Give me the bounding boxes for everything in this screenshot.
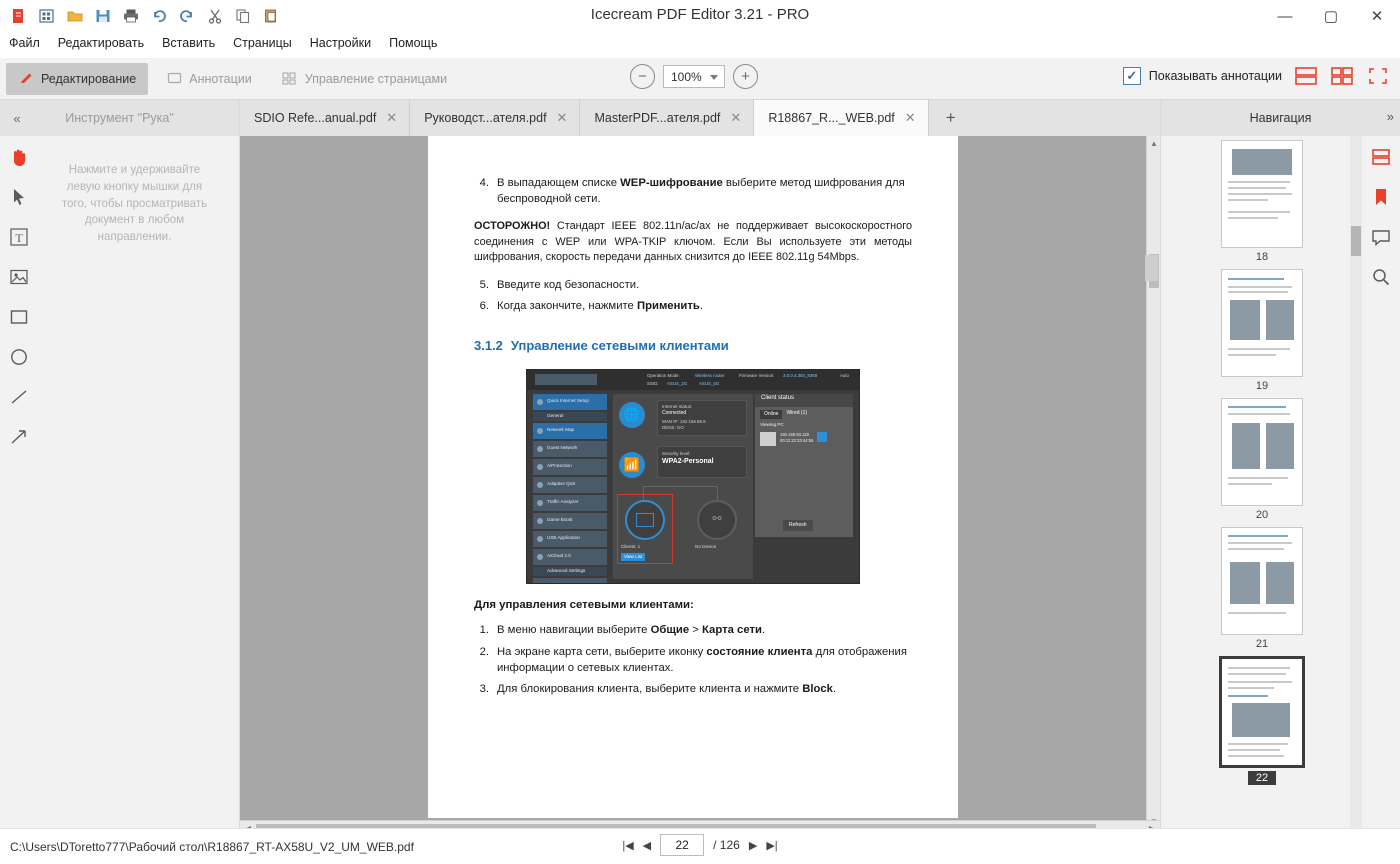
page-navigation <box>0 834 1400 856</box>
doc-step-2-text <box>497 645 912 676</box>
item6-pre: Когда закончите, нажмите <box>497 300 637 313</box>
thumbnail-item[interactable] <box>1221 140 1303 263</box>
doc-tab-2[interactable] <box>410 100 580 136</box>
doc-list-item-5-number: 5. <box>479 278 489 291</box>
thumbnail-number: 19 <box>1255 380 1269 392</box>
undo-icon[interactable] <box>146 3 172 29</box>
close-icon[interactable]: ✕ <box>556 110 568 125</box>
thumbnail-page <box>1221 269 1303 377</box>
new-document-icon[interactable] <box>6 3 32 29</box>
figure-client-ip: 192.168.50.119 <box>780 431 809 437</box>
figure-internet-status-label: Internet status: <box>662 403 693 409</box>
step3-bold: Block <box>802 683 833 696</box>
figure-menu-network-map: Network Map <box>533 423 607 439</box>
doc-list-item-6 <box>474 299 912 315</box>
figure-ssid-5g: ASUS_5G <box>699 380 720 386</box>
thumbnail-number-current: 22 <box>1248 771 1276 785</box>
doc-step-1 <box>474 623 912 639</box>
status-bar <box>0 828 1400 864</box>
item4-pre: В выпадающем списке <box>497 177 621 189</box>
zoom-level-value: 100% <box>671 69 702 84</box>
doc-warning-block <box>474 219 912 265</box>
doc-tab-1[interactable] <box>240 100 410 136</box>
show-annotations-toggle[interactable] <box>1123 67 1282 85</box>
paste-icon[interactable] <box>258 3 284 29</box>
step2-bold: состояние клиента <box>706 646 813 659</box>
item6-bold: Применить <box>636 300 700 313</box>
tab-editing[interactable] <box>6 63 148 95</box>
file-path-label: C:\Users\DToretto777\Рабочий стол\R18867_RT-AX58U_V2_UM_WEB.pdf <box>10 839 414 854</box>
figure-router-network-map <box>526 369 860 584</box>
figure-tab-wired: Wired (1) <box>786 409 808 416</box>
next-page-button[interactable]: ▶ <box>748 839 758 852</box>
page-position-marker <box>1145 255 1158 281</box>
page-thumbnail-list[interactable] <box>1161 136 1363 828</box>
thumbnail-scrollbar[interactable] <box>1350 136 1362 828</box>
figure-topbar <box>527 370 859 390</box>
show-annotations-checkbox[interactable]: ✓ <box>1123 67 1141 85</box>
figure-client-status-panel <box>755 394 853 537</box>
figure-view-list-button: View List <box>621 553 645 561</box>
bookmark-icon[interactable] <box>1368 184 1394 210</box>
step1-bold1: Общие <box>650 624 690 637</box>
document-viewport[interactable] <box>240 136 1160 828</box>
first-page-button[interactable]: |◀ <box>622 839 634 852</box>
tab-annotations[interactable] <box>154 63 263 95</box>
print-icon[interactable] <box>118 3 144 29</box>
doc-list-item-5-text: Введите код безопасности. <box>497 278 640 291</box>
doc-list-item-4 <box>474 176 912 207</box>
minimize-button[interactable]: — <box>1277 7 1293 25</box>
thumbnail-item[interactable] <box>1221 527 1303 650</box>
previous-page-button[interactable]: ◀ <box>642 839 652 852</box>
figure-clients-label: Clients: 1 <box>621 543 641 549</box>
thumbnail-page <box>1219 656 1305 768</box>
item4-bold: WEP-шифрование <box>620 177 723 189</box>
navigation-panel-title: Навигация <box>1249 111 1312 125</box>
copy-icon[interactable] <box>230 3 256 29</box>
figure-opmode-value: Wireless router <box>695 372 725 378</box>
figure-opmode-label: Operation Mode: <box>647 372 680 378</box>
figure-menu-adaptive-qos: Adaptive QoS <box>533 477 607 493</box>
redo-icon[interactable] <box>174 3 200 29</box>
figure-ssid-label: SSID: <box>647 380 659 386</box>
figure-viewing-label: Viewing PC <box>760 421 784 427</box>
toolbar-right-group <box>1123 65 1390 87</box>
last-page-button[interactable]: ▶| <box>766 839 778 852</box>
figure-devices-button: ⚯ <box>697 500 737 540</box>
pdf-page <box>428 136 958 818</box>
figure-menu-traffic-analyzer: Traffic Analyzer <box>533 495 607 511</box>
figure-highlight-box <box>617 494 673 564</box>
single-page-view-icon[interactable] <box>1294 65 1318 87</box>
doc-subheading: Для управления сетевыми клиентами: <box>474 598 694 611</box>
figure-menu-quick-setup: Quick Internet Setup <box>533 394 607 410</box>
doc-list-item-6-text <box>497 299 912 315</box>
svg-text:T: T <box>15 231 23 245</box>
tab-editing-label: Редактирование <box>41 71 137 86</box>
figure-security-label: Security level: <box>662 450 691 456</box>
tab-page-management[interactable] <box>270 63 459 95</box>
document-vertical-scrollbar[interactable] <box>1146 136 1160 828</box>
tab-page-management-label: Управление страницами <box>304 71 448 86</box>
scroll-up-icon[interactable]: ▲ <box>1150 138 1158 148</box>
step1-mid: > <box>689 624 703 637</box>
thumbnail-page <box>1221 398 1303 506</box>
arrow-tool-icon[interactable] <box>4 422 34 452</box>
figure-security-value: WPA2-Personal <box>662 458 714 466</box>
thumbnail-number: 18 <box>1255 251 1269 263</box>
doc-tab-4[interactable] <box>754 100 928 136</box>
doc-tab-4-label: R18867_R..._WEB.pdf <box>768 111 895 125</box>
figure-ssid-2g: ASUS_2G <box>667 380 688 386</box>
figure-tab-online: Online <box>760 410 782 419</box>
doc-tab-2-label: Руководст...ателя.pdf <box>424 111 547 125</box>
navigation-panel <box>1160 100 1400 828</box>
doc-tab-3-label: MasterPDF...ателя.pdf <box>594 111 721 125</box>
thumbnail-item-current[interactable] <box>1219 656 1305 785</box>
total-pages-label: / 126 <box>713 838 740 852</box>
thumbnail-page <box>1221 140 1303 248</box>
menu-help[interactable]: Помощь <box>389 36 438 50</box>
image-tool-icon[interactable] <box>4 262 34 292</box>
step3-post: . <box>832 683 837 696</box>
quick-access-toolbar <box>0 3 284 29</box>
figure-internet-globe-icon: 🌐 <box>619 402 645 428</box>
ellipse-tool-icon[interactable] <box>4 342 34 372</box>
menu-pages[interactable]: Страницы <box>233 36 292 50</box>
doc-step-3 <box>474 682 912 698</box>
line-tool-icon[interactable] <box>4 382 34 412</box>
left-tool-panel <box>0 100 240 828</box>
warning-label: ОСТОРОЖНО! <box>474 220 551 233</box>
maximize-button[interactable]: ▢ <box>1323 8 1339 25</box>
doc-list-item-6-number: 6. <box>479 300 489 313</box>
figure-menu-usb-application: USB Application <box>533 531 607 547</box>
figure-side-menu <box>533 394 607 579</box>
open-recent-icon[interactable] <box>34 3 60 29</box>
comment-icon[interactable] <box>1368 224 1394 250</box>
figure-devices-label: No Device <box>695 543 717 549</box>
main-toolbar <box>0 58 1400 100</box>
figure-network-map <box>613 394 753 579</box>
step3-pre: Для блокирования клиента, выберите клиента и нажмите <box>497 683 803 696</box>
expand-navigation-button[interactable]: » <box>1386 109 1394 124</box>
split-view-icon[interactable] <box>1368 144 1394 170</box>
grid-view-icon[interactable] <box>1330 65 1354 87</box>
item4-post: выберите метод шифрования для беспроводной сети. <box>497 177 905 205</box>
tool-hint-text: Нажмите и удерживайте левую кнопку мышки для того, чтобы просматривать документ в любом направлении. <box>61 163 208 244</box>
pages-icon <box>282 71 298 87</box>
left-panel-title: Инструмент "Рука" <box>65 111 174 125</box>
show-annotations-label: Показывать аннотации <box>1148 69 1282 83</box>
navigation-rail <box>1362 136 1400 828</box>
select-cursor-icon[interactable] <box>4 182 34 212</box>
doc-section-title: Управление сетевыми клиентами <box>510 337 729 353</box>
figure-internet-status-value: Connected <box>662 410 687 417</box>
figure-security-box <box>657 446 747 478</box>
figure-firmware-label: Firmware Version: <box>739 372 775 378</box>
thumbnail-scroll-thumb[interactable] <box>1351 226 1361 256</box>
doc-step-2 <box>474 645 912 676</box>
figure-menu-advanced: Advanced Settings <box>533 567 607 576</box>
figure-firmware-value: 3.0.0.4.384_8368 <box>783 372 818 378</box>
doc-list-item-4-number: 4. <box>479 177 489 189</box>
figure-menu-game-boost: Game Boost <box>533 513 607 529</box>
figure-menu-general: General <box>533 412 607 421</box>
step2-post: для отображения информации о сетевых клиентах. <box>497 646 907 674</box>
document-tab-strip <box>240 100 1160 136</box>
comment-icon <box>166 71 182 87</box>
zoom-in-button[interactable]: + <box>733 64 758 89</box>
step1-post: . <box>761 624 766 637</box>
step1-bold2: Карта сети <box>702 624 762 637</box>
navigation-panel-header <box>1161 100 1400 136</box>
collapse-left-panel-button[interactable]: « <box>0 100 34 136</box>
tab-annotations-label: Аннотации <box>189 71 252 86</box>
search-icon[interactable] <box>1368 264 1394 290</box>
thumbnail-item[interactable] <box>1221 269 1303 392</box>
figure-internet-status-box <box>657 400 747 436</box>
step1-pre: В меню навигации выберите <box>497 624 651 637</box>
doc-step-1-text <box>497 623 912 639</box>
text-tool-icon[interactable] <box>4 222 34 252</box>
figure-wan-ip: WAN IP: 192.168.88.9 <box>662 418 706 424</box>
doc-tab-3[interactable] <box>580 100 754 136</box>
figure-logo <box>535 374 597 385</box>
step2-pre: На экране карта сети, выберите иконку <box>497 646 707 659</box>
figure-router-icon: 📶 <box>619 452 645 478</box>
close-icon[interactable]: ✕ <box>730 110 742 125</box>
figure-refresh-button: Refresh <box>783 520 813 531</box>
menu-bar <box>0 32 1400 54</box>
figure-lang: Auto <box>839 372 849 378</box>
zoom-controls <box>630 64 758 89</box>
menu-insert[interactable]: Вставить <box>162 36 216 50</box>
rectangle-tool-icon[interactable] <box>4 302 34 332</box>
doc-section-heading <box>474 337 912 355</box>
thumbnail-number: 20 <box>1255 509 1269 521</box>
figure-ddns: DDNS: GO <box>662 425 684 430</box>
close-icon[interactable]: ✕ <box>904 110 916 125</box>
doc-step-3-text <box>497 682 912 698</box>
window-controls <box>1262 0 1400 32</box>
thumbnail-number: 21 <box>1255 638 1269 650</box>
figure-menu-aiprotection: AiProtection <box>533 459 607 475</box>
menu-edit[interactable]: Редактировать <box>57 36 145 50</box>
fullscreen-icon[interactable] <box>1366 65 1390 87</box>
menu-file[interactable]: Файл <box>9 36 40 50</box>
new-tab-button[interactable]: + <box>929 100 973 136</box>
hand-tool-icon[interactable] <box>4 142 34 172</box>
warning-text: Стандарт IEEE 802.11n/ac/ax не поддерживает высокоскоростного соединения с WEP или WPA-TKIP ключом. Если Вы используете эти методы шифрования, скорость передачи данных снизится до IEEE 802.11g 54Mbps. <box>474 220 912 264</box>
zoom-level-select[interactable] <box>663 65 725 88</box>
thumbnail-page <box>1221 527 1303 635</box>
doc-list-item-4-text <box>497 176 912 207</box>
title-bar <box>0 0 1400 32</box>
left-panel-header <box>0 100 239 136</box>
figure-menu-guest-network: Guest Network <box>533 441 607 457</box>
save-icon[interactable] <box>90 3 116 29</box>
close-button[interactable]: ✕ <box>1370 8 1384 25</box>
figure-menu-wireless <box>533 578 607 584</box>
doc-list-item-5 <box>474 278 912 294</box>
doc-step-1-number: 1. <box>479 624 489 637</box>
doc-step-2-number: 2. <box>479 646 489 659</box>
figure-menu-aicloud: AiCloud 2.0 <box>533 549 607 565</box>
chevron-down-icon <box>710 75 718 80</box>
current-page-input[interactable]: 22 <box>660 834 704 856</box>
pencil-icon <box>18 71 34 87</box>
figure-client-mac: 00:11:22:33:44:55 <box>780 437 814 443</box>
doc-section-number: 3.1.2 <box>474 337 503 353</box>
close-icon[interactable]: ✕ <box>386 110 398 125</box>
zoom-out-button[interactable]: − <box>630 64 655 89</box>
window-title: Icecream PDF Editor 3.21 - PRO <box>590 6 810 23</box>
cut-icon[interactable] <box>202 3 228 29</box>
doc-tab-1-label: SDIO Refe...anual.pdf <box>254 111 377 125</box>
tool-rail <box>0 136 38 828</box>
menu-settings[interactable]: Настройки <box>309 36 372 50</box>
open-folder-icon[interactable] <box>62 3 88 29</box>
figure-client-status-title: Client status <box>755 394 853 407</box>
thumbnail-item[interactable] <box>1221 398 1303 521</box>
doc-step-3-number: 3. <box>479 683 489 696</box>
item6-post: . <box>699 300 703 313</box>
